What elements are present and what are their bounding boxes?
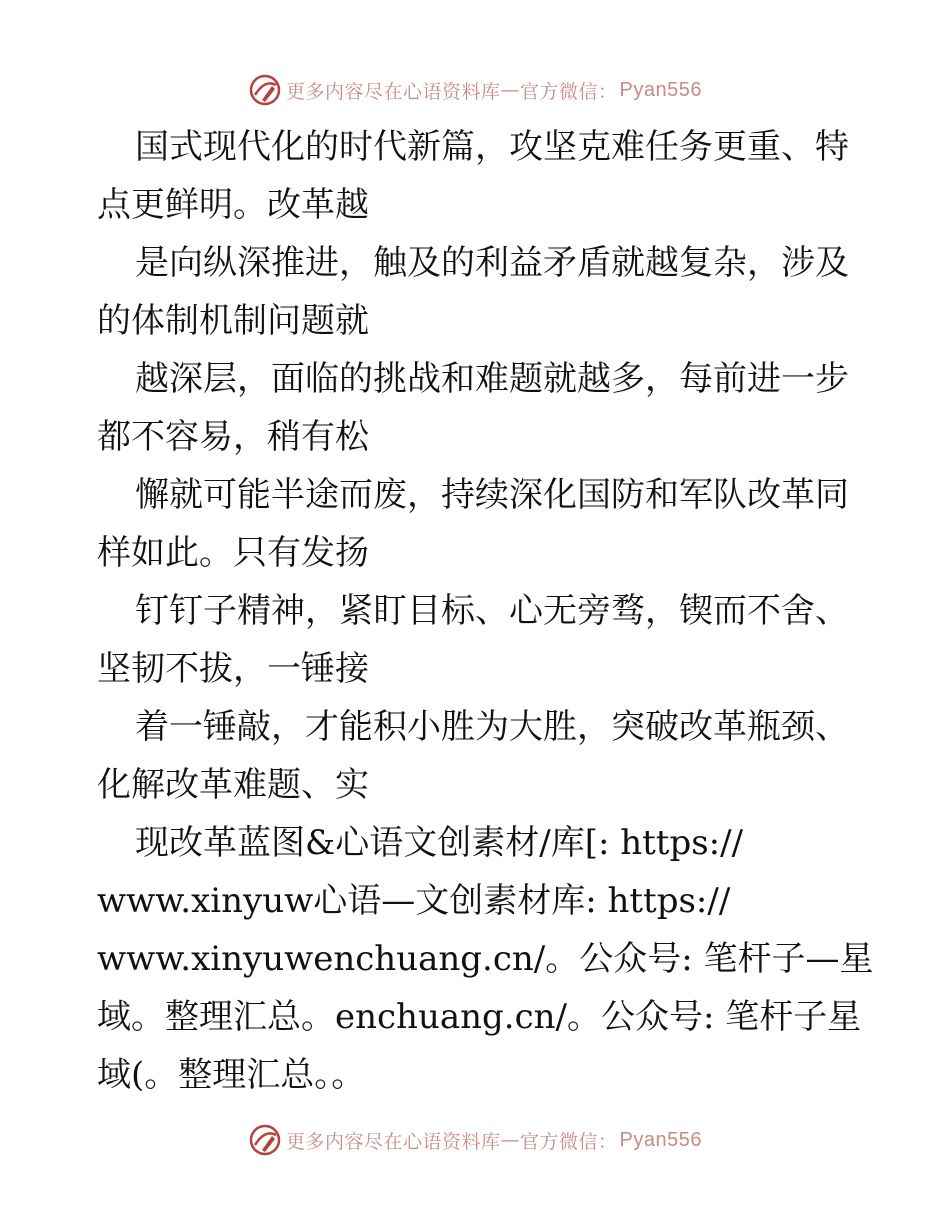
body-line: 钉钉子精神，紧盯目标、心无旁骛，锲而不舍、 — [135, 591, 849, 631]
footer-account-label: 官方微信： — [520, 1130, 618, 1153]
body-line: www.xinyuwenchuang.cn/。公众号: 笔杆子—星 — [97, 939, 874, 979]
body-line: 化解改革难题、实 — [97, 765, 369, 805]
pen-nib-logo-icon — [248, 1123, 282, 1157]
body-line: 越深层，面临的挑战和难题就越多，每前进一步 — [135, 359, 849, 399]
body-line: www.xinyuw心语—文创素材库: https:// — [97, 881, 731, 921]
header-account-id: Pyan556 — [619, 78, 702, 101]
header-banner — [0, 70, 950, 110]
body-line: 的体制机制问题就 — [97, 301, 369, 341]
body-line: 都不容易，稍有松 — [97, 417, 369, 457]
footer-account-id: Pyan556 — [619, 1128, 702, 1151]
body-line: 域(。整理汇总。。 — [97, 1055, 366, 1095]
footer-banner — [0, 1120, 950, 1160]
body-line: 着一锤敲，才能积小胜为大胜，突破改革瓶颈、 — [135, 707, 849, 747]
header-dash: — — [500, 79, 521, 101]
body-line: 点更鲜明。改革越 — [97, 185, 369, 225]
footer-slogan: 更多内容尽在心语资料库 — [286, 1130, 501, 1153]
body-line: 坚韧不拔，一锤接 — [97, 649, 369, 689]
body-line: 域。整理汇总。enchuang.cn/。公众号: 笔杆子星 — [97, 997, 862, 1037]
body-line: 是向纵深推进，触及的利益矛盾就越复杂，涉及 — [135, 243, 849, 283]
pen-nib-logo-icon — [248, 73, 282, 107]
header-slogan: 更多内容尽在心语资料库 — [286, 80, 501, 103]
body-line: 懈就可能半途而废，持续深化国防和军队改革同 — [135, 475, 849, 515]
footer-dash: — — [500, 1129, 521, 1151]
document-body — [97, 118, 874, 1104]
body-line: 样如此。只有发扬 — [97, 533, 369, 573]
header-account-label: 官方微信： — [520, 80, 618, 103]
body-line: 国式现代化的时代新篇，攻坚克难任务更重、特 — [135, 127, 849, 167]
body-line: 现改革蓝图&心语文创素材/库[: https:// — [135, 823, 744, 863]
